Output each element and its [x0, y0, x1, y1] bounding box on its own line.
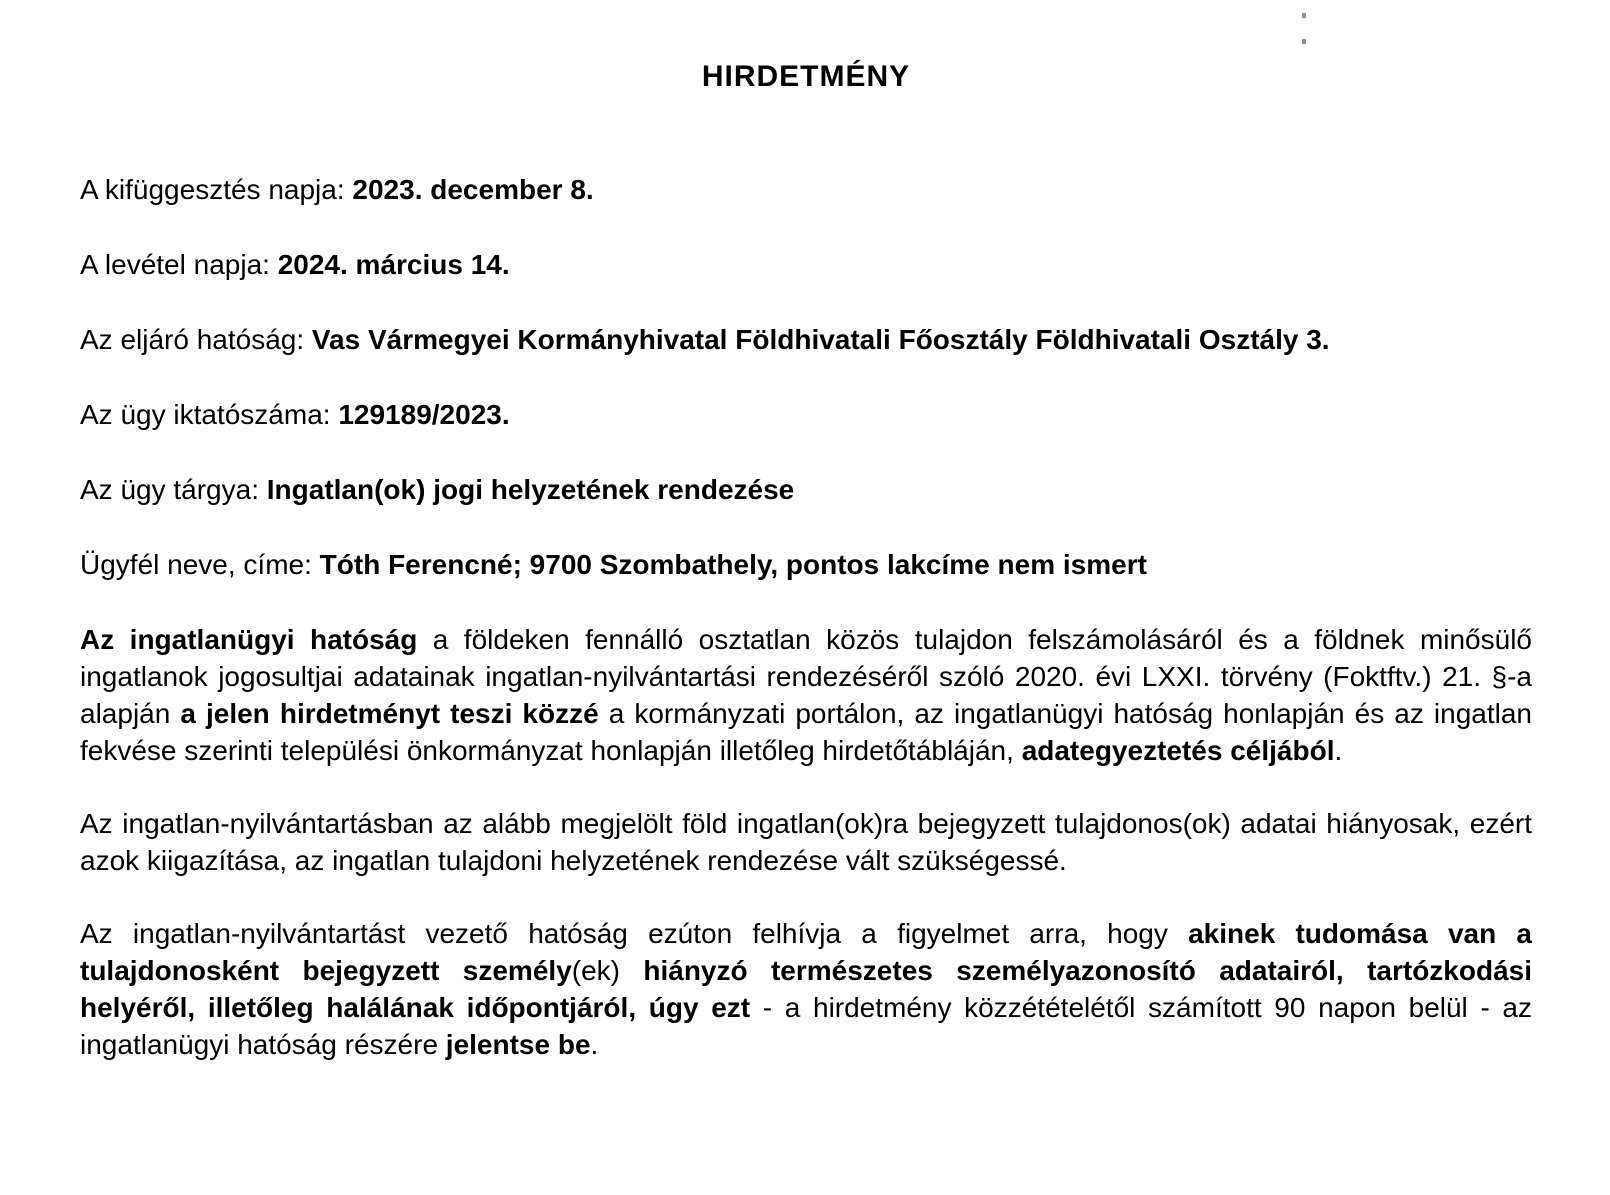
scan-artifact-speck — [1302, 13, 1306, 18]
field-removal-date-label: A levétel napja: — [80, 249, 278, 280]
field-authority-value: Vas Vármegyei Kormányhivatal Földhivatali Főosztály Földhivatali Osztály 3. — [311, 324, 1330, 355]
field-client-value: Tóth Ferencné; 9700 Szombathely, pontos lakcíme nem ismert — [319, 549, 1147, 580]
field-case-subject-value: Ingatlan(ok) jogi helyzetének rendezése — [266, 474, 795, 505]
field-posting-date-label: A kifüggesztés napja: — [80, 174, 353, 205]
reason-paragraph: Az ingatlan-nyilvántartásban az alább megjelölt föld ingatlan(ok)ra bejegyzett tulajdonos(ok) adatai hiányosak, ezért azok kiigazítása, az ingatlan tulajdoni helyzetének rendezése vált szükségessé. — [80, 808, 1532, 876]
field-case-number-value: 129189/2023. — [338, 399, 510, 430]
field-case-number — [80, 396, 1532, 433]
scan-artifact-speck — [1302, 39, 1306, 44]
field-authority — [80, 321, 1532, 358]
field-posting-date-value: 2023. december 8. — [352, 174, 594, 205]
field-case-subject-label: Az ügy tárgya: — [80, 474, 267, 505]
field-posting-date — [80, 171, 1532, 208]
document-body — [80, 58, 1532, 1099]
field-client — [80, 546, 1532, 583]
notice-obligation-paragraph: Az ingatlan-nyilvántartást vezető hatóság ezúton felhívja a figyelmet arra, hogy akinek tudomása van a tulajdonosként bejegyzett személy(ek) hiányzó természetes személyazonosító adatairól, tartózkodási helyéről, illetőleg halálának időpontjáról, úgy ezt - a hirdetmény közzétételétől számított 90 napon belül - az ingatlanügyi hatóság részére jelentse be. — [80, 918, 1533, 1060]
field-authority-label: Az eljáró hatóság: — [80, 324, 312, 355]
document-title: HIRDETMÉNY — [701, 60, 911, 93]
publication-paragraph: Az ingatlanügyi hatóság a földeken fennálló osztatlan közös tulajdon felszámolásáról és a földnek minősülő ingatlanok jogosultjai adatainak ingatlan-nyilvántartási rendezéséről szóló 2020. évi LXXI. törvény (Foktftv.) 21. §-a alapján a jelen hirdetményt teszi közzé a kormányzati portálon, az ingatlanügyi hatóság honlapján és az ingatlan fekvése szerinti települési önkormányzat honlapján illetőleg hirdetőtábláján, adategyeztetés céljából. — [80, 624, 1532, 766]
field-case-subject — [80, 471, 1532, 508]
field-removal-date-value: 2024. március 14. — [277, 249, 510, 280]
field-case-number-label: Az ügy iktatószáma: — [80, 399, 339, 430]
field-client-label: Ügyfél neve, címe: — [80, 549, 320, 580]
field-removal-date — [80, 246, 1532, 283]
